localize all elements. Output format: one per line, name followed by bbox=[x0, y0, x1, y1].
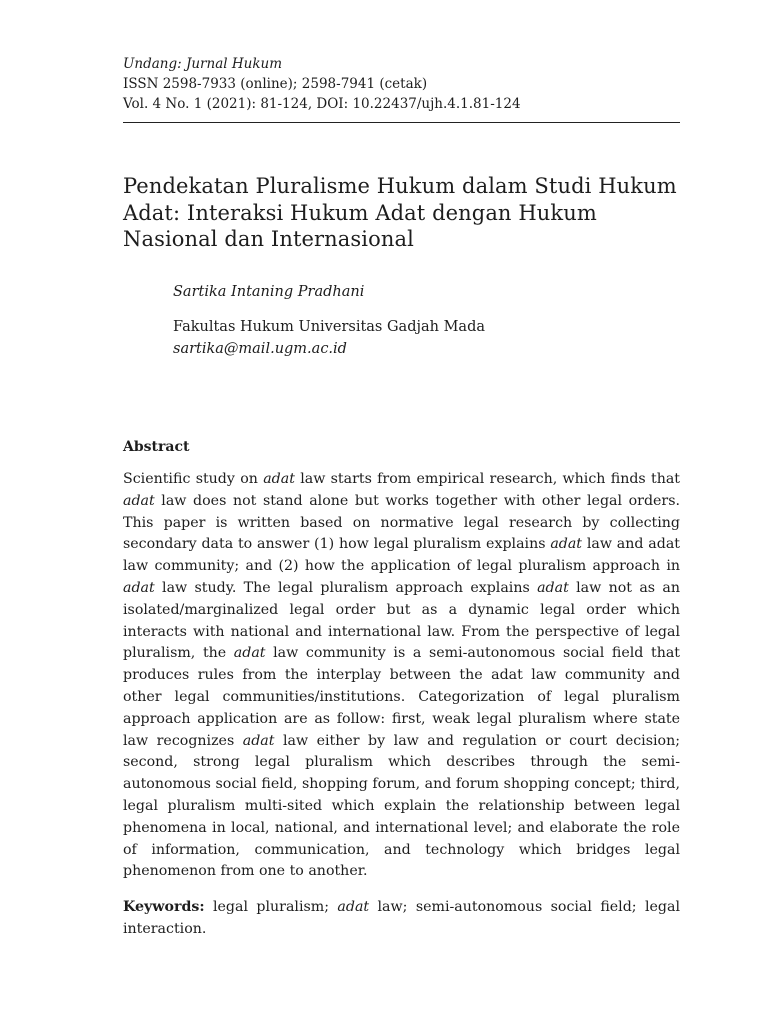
abstract-text-part: Scientific study on bbox=[123, 471, 264, 487]
adat-term: adat bbox=[242, 732, 275, 749]
affiliation: Fakultas Hukum Universitas Gadjah Mada bbox=[173, 319, 485, 335]
adat-term: adat bbox=[123, 579, 155, 596]
abstract-text-part: law community is a semi-autonomous social field that produces rules from the interplay between the adat law community and other legal communities/institutions. Categorization of legal pluralism approach application are as follow: first, weak legal pluralism where state law recognizes bbox=[123, 645, 680, 749]
adat-term: adat bbox=[233, 645, 266, 662]
author-name: Sartika Intaning Pradhani bbox=[173, 284, 365, 300]
abstract-text-part: law not as an isolated/marginalized legal order but as a dynamic legal order which interacts with national and international law. From the perspective of legal pluralism, the bbox=[123, 579, 680, 662]
issn-line: ISSN 2598-7933 (online); 2598-7941 (cetak) bbox=[123, 76, 428, 92]
abstract-text-part: law and adat law community; and (2) how the application of legal pluralism approach in bbox=[123, 536, 680, 575]
volume-doi-line: Vol. 4 No. 1 (2021): 81-124, DOI: 10.22437/ujh.4.1.81-124 bbox=[123, 96, 521, 112]
adat-term: adat bbox=[537, 579, 569, 596]
abstract-text-part: law does not stand alone but works together with other legal orders. This paper is written based on normative legal research by collecting secondary data to answer (1) how legal pluralism explains bbox=[123, 492, 680, 553]
abstract-text-part: law starts from empirical research, which finds that bbox=[294, 471, 681, 487]
adat-term: adat bbox=[550, 536, 583, 553]
keywords-text-part: legal pluralism; bbox=[204, 899, 338, 915]
journal-name: Undang: Jurnal Hukum bbox=[123, 56, 282, 72]
author-email: sartika@mail.ugm.ac.id bbox=[173, 341, 347, 357]
keywords bbox=[123, 897, 680, 941]
journal-header bbox=[123, 54, 683, 114]
article-title: Pendekatan Pluralisme Hukum dalam Studi Hukum Adat: Interaksi Hukum Adat dengan Hukum Nasional dan Internasional bbox=[123, 174, 677, 251]
abstract-text-part: law either by law and regulation or court decision; second, strong legal pluralism which describes through the semi-autonomous social field, shopping forum, and forum shopping concept; third, legal pluralism multi-sited which explain the relationship between legal phenomena in local, national, and international level; and elaborate the role of information, communication, and technology which bridges legal phenomenon from one to another. bbox=[123, 732, 680, 880]
abstract-text bbox=[123, 469, 680, 883]
keywords-label: Keywords: bbox=[123, 899, 205, 915]
adat-term: adat bbox=[263, 471, 295, 487]
header-rule bbox=[123, 122, 680, 123]
author-affiliation-block bbox=[173, 316, 485, 360]
adat-term: adat bbox=[337, 899, 370, 915]
adat-term: adat bbox=[123, 492, 155, 509]
abstract-heading: Abstract bbox=[123, 439, 190, 455]
keywords-text-part: law; semi-autonomous social field; legal interaction. bbox=[123, 899, 680, 937]
abstract-text-part: law study. The legal pluralism approach explains bbox=[154, 579, 538, 596]
